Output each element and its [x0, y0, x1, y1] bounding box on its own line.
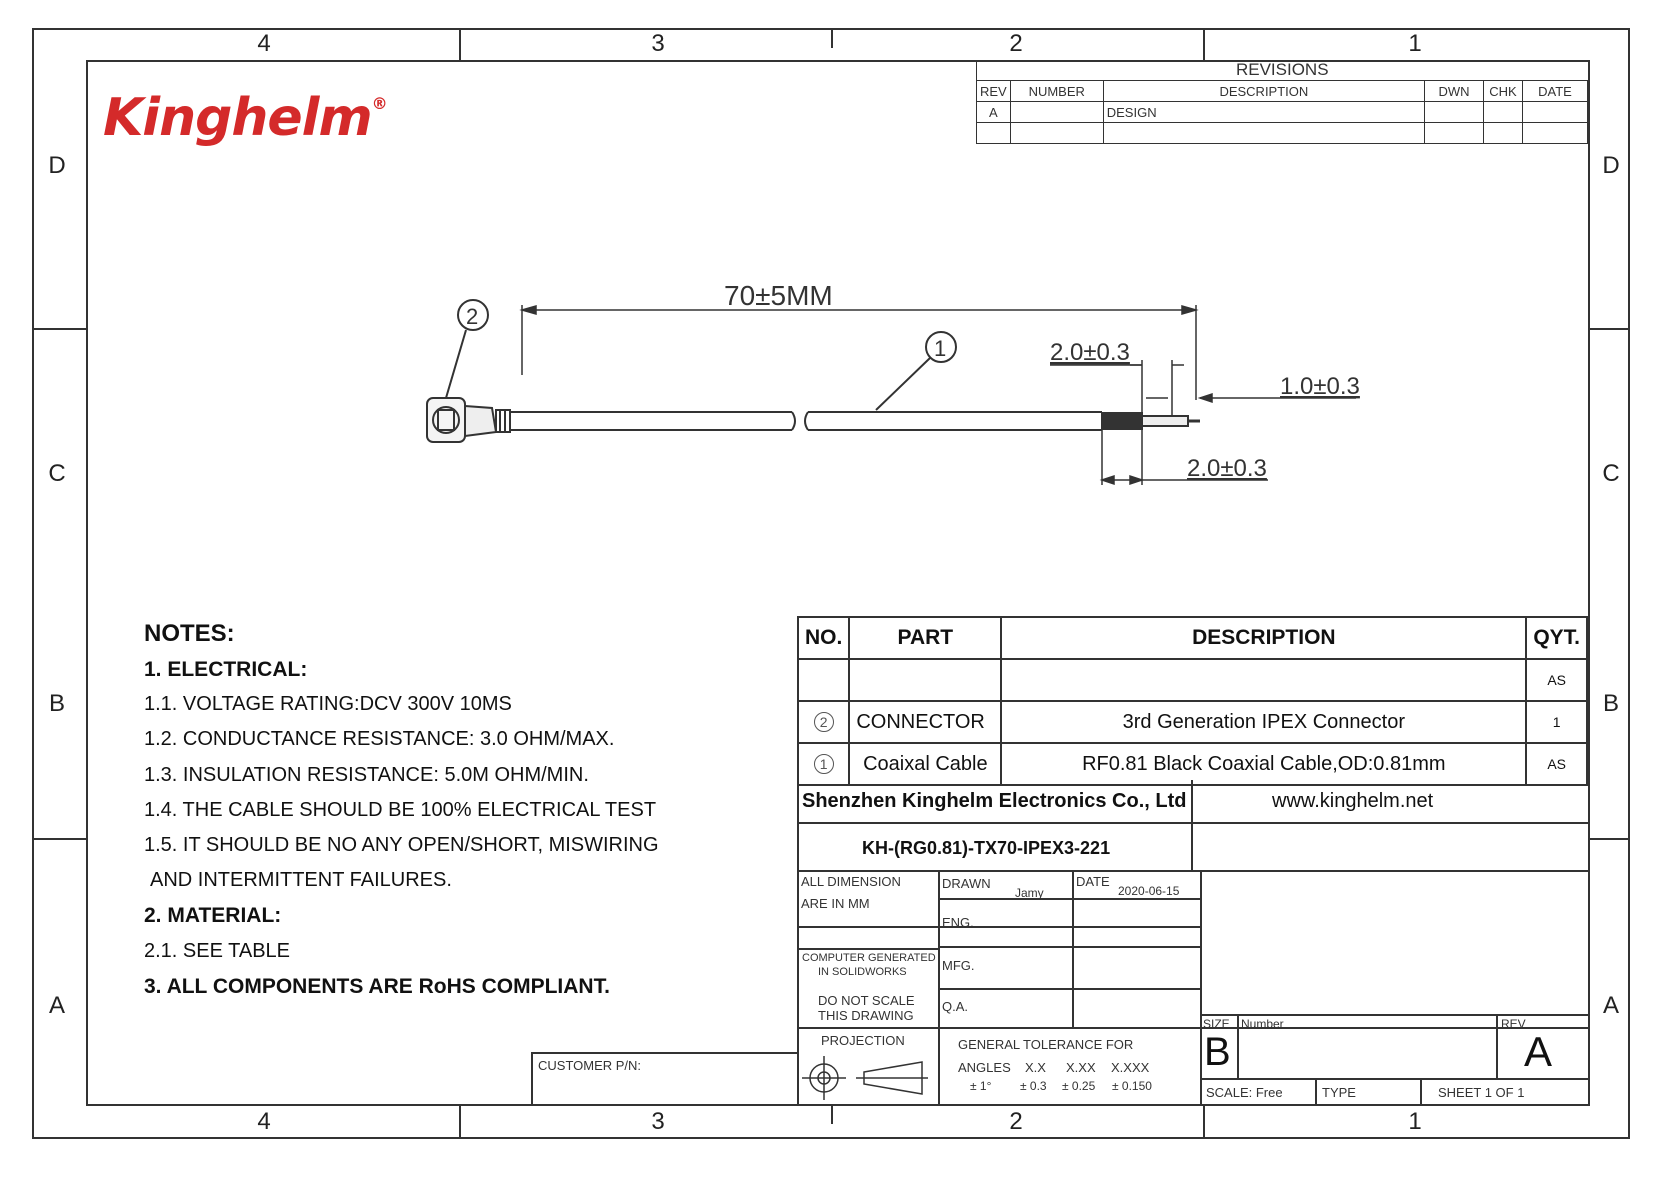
qa-label: Q.A. — [942, 999, 969, 1014]
zone-col-label: 2 — [1009, 30, 1023, 57]
zone-col-label: 1 — [1408, 30, 1422, 57]
computer-generated-label: COMPUTER GENERATED — [802, 952, 936, 964]
notes-heading-rohs: 3. ALL COMPONENTS ARE RoHS COMPLIANT. — [144, 974, 610, 998]
revisions-title: REVISIONS — [977, 60, 1588, 81]
tb-line — [797, 1027, 1590, 1029]
description-header: DESCRIPTION — [1103, 81, 1424, 102]
balloon-connector-number: 2 — [466, 304, 479, 329]
tb-line — [1191, 780, 1193, 870]
tb-line — [1496, 1014, 1498, 1078]
description-cell: DESIGN — [1103, 102, 1424, 123]
tb-line — [797, 870, 1590, 872]
zone-col-label: 3 — [651, 30, 665, 57]
note-item: 2.1. SEE TABLE — [144, 939, 291, 962]
no-cell — [798, 743, 849, 785]
logo-text: Kinghelm — [103, 88, 372, 148]
tol-header-1: X.X — [1025, 1060, 1046, 1075]
tb-line — [1200, 870, 1202, 1106]
zone-row-label: B — [48, 690, 65, 717]
registered-mark: ® — [371, 94, 387, 113]
zone-row-label: B — [1602, 690, 1619, 717]
rev-value: A — [1524, 1028, 1553, 1075]
all-dimension-label: ALL DIMENSION — [801, 874, 901, 889]
strip-dim-top-label: 2.0±0.3 — [1050, 339, 1130, 366]
zone-col-label: 4 — [257, 30, 271, 57]
projection-label: PROJECTION — [821, 1033, 905, 1048]
tol-value-1: ± 0.3 — [1020, 1079, 1047, 1093]
dwn-header: DWN — [1425, 81, 1484, 102]
tol-header-2: X.XX — [1066, 1060, 1096, 1075]
notes-title: NOTES: — [144, 620, 235, 647]
in-solidworks-label: IN SOLIDWORKS — [818, 966, 907, 978]
chk-header: CHK — [1484, 81, 1523, 102]
part-cell: Coaixal Cable — [849, 743, 1001, 785]
angles-tolerance: ± 1° — [970, 1079, 992, 1093]
note-item: 1.4. THE CABLE SHOULD BE 100% ELECTRICAL TEST — [144, 798, 657, 821]
rev-header: REV — [977, 81, 1011, 102]
qty-cell: AS — [1526, 659, 1587, 701]
note-item: 1.1. VOLTAGE RATING:DCV 300V 10MS — [144, 693, 512, 716]
strip-dim-right-label: 1.0±0.3 — [1280, 373, 1360, 400]
zone-row-label: D — [1602, 152, 1620, 179]
tol-header-3: X.XXX — [1111, 1060, 1150, 1075]
drawn-by: Jamy — [1015, 886, 1044, 900]
type-label: TYPE — [1322, 1085, 1356, 1100]
size-value: B — [1204, 1030, 1231, 1074]
tb-line — [938, 988, 1200, 990]
tb-line — [797, 926, 1200, 928]
notes-heading-material: 2. MATERIAL: — [144, 904, 282, 928]
eng-label: ENG. — [942, 915, 974, 930]
company-name: Shenzhen Kinghelm Electronics Co., Ltd — [802, 790, 1187, 812]
part-cell — [849, 659, 1001, 701]
qty-cell: AS — [1526, 743, 1587, 785]
tb-line — [797, 948, 938, 950]
overall-length-label: 70±5MM — [724, 280, 833, 311]
tb-line — [797, 780, 799, 1106]
coaxial-cable — [510, 412, 1200, 430]
description-header: DESCRIPTION — [1001, 617, 1526, 659]
tb-line — [797, 822, 1590, 824]
tb-line — [1315, 1078, 1317, 1106]
notes-heading-electrical: 1. ELECTRICAL: — [144, 658, 308, 681]
no-cell — [798, 701, 849, 743]
tol-value-3: ± 0.150 — [1112, 1079, 1152, 1093]
tb-line — [531, 1052, 797, 1054]
strip-dimension-top — [1050, 360, 1184, 416]
zone-row-label: C — [1602, 460, 1620, 487]
no-cell — [798, 659, 849, 701]
rev-cell: A — [977, 102, 1011, 123]
mfg-label: MFG. — [942, 958, 975, 973]
do-not-scale-label: DO NOT SCALE — [818, 993, 915, 1008]
part-number: KH-(RG0.81)-TX70-IPEX3-221 — [862, 838, 1111, 858]
date-label: DATE — [1076, 874, 1110, 889]
strip-dim-bottom-label: 2.0±0.3 — [1187, 455, 1267, 482]
rev-label: REV — [1501, 1017, 1526, 1031]
zone-row-label: A — [1602, 992, 1619, 1019]
zone-col-label: 3 — [651, 1108, 665, 1135]
tb-line — [938, 946, 1200, 948]
tb-line — [1420, 1078, 1422, 1106]
tb-line — [1237, 1014, 1239, 1078]
number-header: NUMBER — [1010, 81, 1103, 102]
tol-value-2: ± 0.25 — [1062, 1079, 1096, 1093]
parts-table — [797, 616, 1588, 786]
date-header: DATE — [1523, 81, 1588, 102]
zone-col-label: 1 — [1408, 1108, 1422, 1135]
description-cell: RF0.81 Black Coaxial Cable,OD:0.81mm — [1001, 743, 1526, 785]
projection-symbol-icon — [802, 1052, 932, 1102]
angles-label: ANGLES — [958, 1060, 1011, 1075]
number-label: Number — [1241, 1017, 1284, 1031]
balloon-cable-number: 1 — [934, 336, 947, 361]
part-header: PART — [849, 617, 1001, 659]
description-cell: 3rd Generation IPEX Connector — [1001, 701, 1526, 743]
size-label: SIZE — [1203, 1017, 1230, 1031]
tb-line — [1072, 870, 1074, 1028]
zone-row-label: A — [48, 992, 65, 1019]
zone-col-label: 2 — [1009, 1108, 1023, 1135]
description-cell — [1001, 659, 1526, 701]
note-item: 1.5. IT SHOULD BE NO ANY OPEN/SHORT, MISWIRING — [144, 834, 659, 857]
note-item: 1.2. CONDUCTANCE RESISTANCE: 3.0 OHM/MAX. — [144, 728, 615, 751]
zone-row-label: C — [48, 460, 66, 487]
notes-section — [144, 616, 659, 1004]
tb-line — [531, 1052, 533, 1106]
note-item: 1.3. INSULATION RESISTANCE: 5.0M OHM/MIN. — [144, 763, 589, 786]
qty-header: QYT. — [1526, 617, 1587, 659]
this-drawing-label: THIS DRAWING — [818, 1008, 914, 1023]
tb-line — [938, 898, 1200, 900]
tolerance-title: GENERAL TOLERANCE FOR — [958, 1037, 1134, 1052]
website: www.kinghelm.net — [1272, 790, 1434, 812]
note-item: AND INTERMITTENT FAILURES. — [150, 869, 452, 892]
zone-row-label: D — [48, 152, 66, 179]
customer-pn-label: CUSTOMER P/N: — [538, 1058, 642, 1073]
zone-col-label: 4 — [257, 1108, 271, 1135]
qty-cell: 1 — [1526, 701, 1587, 743]
date-value: 2020-06-15 — [1118, 884, 1180, 898]
ipex-connector — [427, 398, 510, 442]
are-in-mm-label: ARE IN MM — [801, 896, 870, 911]
sheet-label: SHEET 1 OF 1 — [1438, 1085, 1525, 1100]
tb-line — [1200, 1078, 1590, 1080]
part-cell: CONNECTOR — [849, 701, 1001, 743]
drawn-label: DRAWN — [942, 876, 991, 891]
scale-label: SCALE: Free — [1206, 1085, 1283, 1100]
no-header: NO. — [798, 617, 849, 659]
tb-line — [1200, 1014, 1590, 1016]
item-balloon: 1 — [814, 754, 834, 774]
item-balloon: 2 — [814, 712, 834, 732]
